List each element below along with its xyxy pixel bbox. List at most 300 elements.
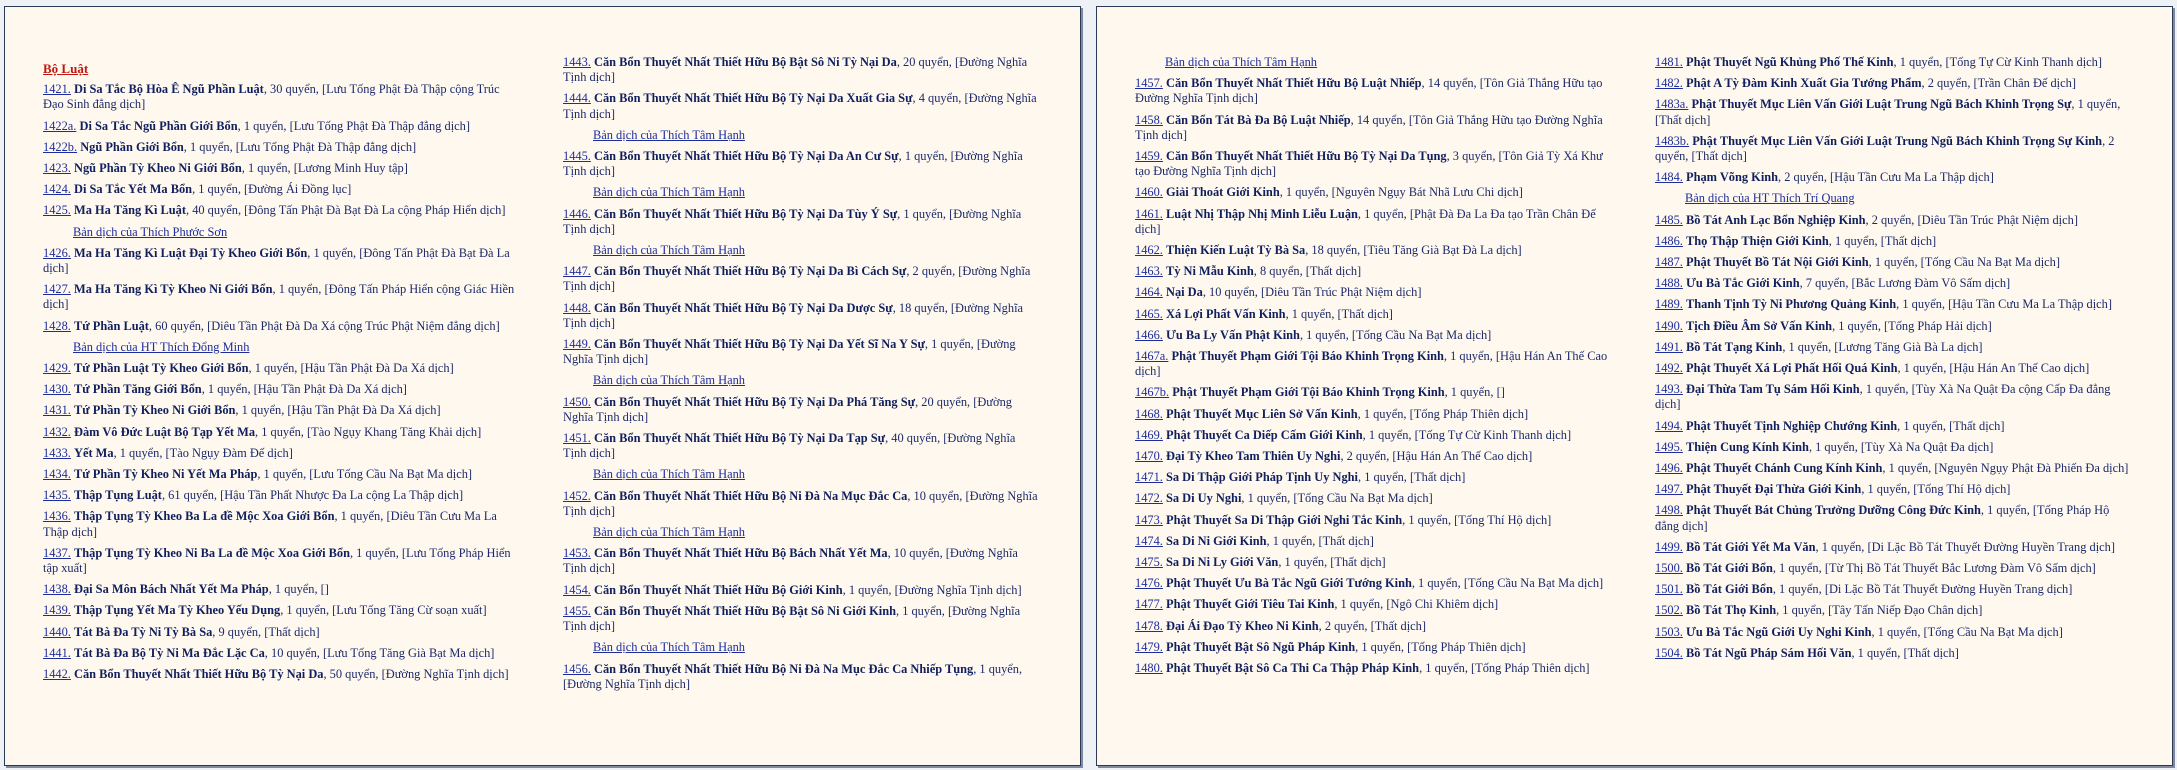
entry-number-link[interactable]: 1435. bbox=[43, 488, 71, 503]
entry-title: Bồ Tát Ngũ Pháp Sám Hối Văn bbox=[1686, 645, 1852, 660]
entry-title: Căn Bổn Thuyết Nhất Thiết Hữu Bộ Bật Sô Ni Giới Kinh bbox=[594, 603, 896, 618]
catalog-entry bbox=[43, 82, 518, 112]
text-column-left-1 bbox=[43, 55, 518, 688]
catalog-entry bbox=[1135, 385, 1610, 400]
entry-title: Phật Thuyết Chánh Cung Kính Kinh bbox=[1686, 461, 1883, 476]
translation-link[interactable]: Bản dịch của HT Thích Trí Quang bbox=[1685, 191, 1855, 206]
entry-details: , 1 quyển, [Di Lặc Bồ Tát Thuyết Đường Huyền Trang dịch] bbox=[1772, 582, 2073, 597]
entry-details: , 1 quyển, [Lưu Tống Pháp Hiển tập xuất] bbox=[43, 545, 511, 576]
entry-number-link[interactable]: 1424. bbox=[43, 182, 71, 197]
entry-number-link[interactable]: 1439. bbox=[43, 603, 71, 618]
entry-number-link[interactable]: 1458. bbox=[1135, 112, 1163, 127]
entry-number-link[interactable]: 1447. bbox=[563, 264, 591, 279]
entry-details: , 1 quyển, [Tống Pháp Thiên dịch] bbox=[1419, 661, 1590, 676]
entry-number-link[interactable]: 1467a. bbox=[1135, 349, 1169, 364]
catalog-entry bbox=[1135, 428, 1610, 443]
entry-details: , 1 quyển, [Đường Nghĩa Tịnh dịch] bbox=[563, 337, 1016, 367]
entry-number-link[interactable]: 1470. bbox=[1135, 449, 1163, 464]
entry-title: Thập Tụng Tỳ Kheo Ba La đề Mộc Xoa Giới Bổn bbox=[74, 509, 335, 524]
entry-number-link[interactable]: 1431. bbox=[43, 403, 71, 418]
entry-details: , 1 quyển, [Phật Đà Đa La Đa tạo Trần Chân Đế dịch] bbox=[1135, 206, 1596, 236]
catalog-entry bbox=[1135, 285, 1610, 300]
catalog-entry bbox=[43, 646, 518, 661]
entry-title: Ngũ Phần Giới Bổn bbox=[80, 139, 184, 154]
catalog-entry bbox=[43, 246, 518, 276]
catalog-entry bbox=[43, 403, 518, 418]
entry-number-link[interactable]: 1485. bbox=[1655, 212, 1683, 227]
catalog-entry bbox=[1655, 170, 2130, 185]
entry-number-link[interactable]: 1436. bbox=[43, 509, 71, 524]
entry-number-link[interactable]: 1494. bbox=[1655, 418, 1683, 433]
entry-title: Phạm Võng Kinh bbox=[1686, 170, 1779, 185]
entry-title: Bồ Tát Anh Lạc Bổn Nghiệp Kinh bbox=[1686, 212, 1866, 227]
entry-number-link[interactable]: 1486. bbox=[1655, 233, 1683, 248]
entry-title: Căn Bổn Thuyết Nhất Thiết Hữu Bộ Giới Kinh bbox=[594, 582, 843, 597]
entry-details: , 1 quyển, [] bbox=[1444, 385, 1505, 400]
entry-details: , 1 quyển, [Thất dịch] bbox=[1285, 306, 1393, 321]
entry-details: , 14 quyển, [Tôn Giả Thắng Hữu tạo Đường Nghĩa Tịnh dịch] bbox=[1135, 112, 1603, 142]
entry-number-link[interactable]: 1484. bbox=[1655, 170, 1683, 185]
entry-details: , 10 quyển, [Đường Nghĩa Tịnh dịch] bbox=[563, 488, 1038, 518]
entry-title: Phật Thuyết Bồ Tát Nội Giới Kinh bbox=[1686, 255, 1869, 270]
entry-title: Phật Thuyết Ca Diếp Cấm Giới Kinh bbox=[1166, 427, 1363, 442]
entry-title: Ưu Ba Ly Vấn Phật Kinh bbox=[1166, 327, 1300, 342]
catalog-entry bbox=[563, 546, 1038, 576]
entry-number-link[interactable]: 1467b. bbox=[1135, 385, 1170, 400]
catalog-entry bbox=[1135, 185, 1610, 200]
entry-title: Thập Tụng Yết Ma Tỳ Kheo Yếu Dụng bbox=[74, 603, 281, 618]
entry-title: Sa Di Ni Giới Kinh bbox=[1166, 533, 1267, 548]
entry-title: Căn Bổn Thuyết Nhất Thiết Hữu Bộ Ni Đà Na Mục Đắc Ca Nhiếp Tụng bbox=[594, 661, 974, 676]
catalog-entry bbox=[1135, 407, 1610, 422]
entry-details: , 2 quyển, [Thất dịch] bbox=[1655, 133, 2115, 164]
entry-details: , 50 quyển, [Đường Nghĩa Tịnh dịch] bbox=[323, 667, 509, 682]
catalog-entry bbox=[43, 361, 518, 376]
entry-number-link[interactable]: 1504. bbox=[1655, 645, 1683, 660]
entry-title: Ma Ha Tăng Kì Luật Đại Tỳ Kheo Giới Bổn bbox=[74, 245, 308, 260]
entry-number-link[interactable]: 1445. bbox=[563, 149, 591, 164]
entry-details: , 1 quyển, [Tống Cầu Na Bạt Ma dịch] bbox=[1241, 491, 1433, 506]
entry-number-link[interactable]: 1438. bbox=[43, 582, 71, 597]
entry-number-link[interactable]: 1434. bbox=[43, 467, 71, 482]
entry-number-link[interactable]: 1491. bbox=[1655, 339, 1683, 354]
translation-link[interactable]: Bản dịch của Thích Tâm Hạnh bbox=[593, 525, 745, 540]
catalog-entry bbox=[1135, 207, 1610, 237]
catalog-entry bbox=[1135, 661, 1610, 676]
entry-number-link[interactable]: 1492. bbox=[1655, 361, 1683, 376]
entry-details: , 3 quyển, [Tôn Giả Tỳ Xá Khư tạo Đường Nghĩa Tịnh dịch] bbox=[1135, 149, 1603, 179]
catalog-entry bbox=[1655, 419, 2130, 434]
catalog-entry bbox=[43, 509, 518, 539]
catalog-entry bbox=[1135, 534, 1610, 549]
entry-details: , 1 quyển, [Tây Tấn Niếp Đạo Chân dịch] bbox=[1776, 603, 1983, 618]
translation-link[interactable]: Bản dịch của Thích Phước Sơn bbox=[73, 224, 228, 239]
entry-number-link[interactable]: 1500. bbox=[1655, 561, 1683, 576]
entry-number-link[interactable]: 1443. bbox=[563, 55, 591, 69]
entry-number-link[interactable]: 1449. bbox=[563, 337, 591, 352]
entry-number-link[interactable]: 1464. bbox=[1135, 285, 1163, 300]
catalog-entry bbox=[1655, 297, 2130, 312]
entry-title: Căn Bổn Tát Bà Đa Bộ Luật Nhiếp bbox=[1166, 112, 1351, 127]
entry-details: , 10 quyển, [Đường Nghĩa Tịnh dịch] bbox=[563, 546, 1018, 576]
entry-number-link[interactable]: 1427. bbox=[43, 282, 71, 297]
document-page-right bbox=[1096, 6, 2173, 766]
translation-link[interactable]: Bản dịch của Thích Tâm Hạnh bbox=[593, 467, 745, 482]
entry-details: , 2 quyển, [Thất dịch] bbox=[1318, 618, 1426, 633]
entry-number-link[interactable]: 1483a. bbox=[1655, 97, 1689, 112]
entry-title: Tứ Phần Luật bbox=[74, 318, 149, 333]
catalog-entry bbox=[1135, 491, 1610, 506]
catalog-entry bbox=[1655, 440, 2130, 455]
entry-number-link[interactable]: 1448. bbox=[563, 300, 591, 315]
entry-number-link[interactable]: 1451. bbox=[563, 431, 591, 446]
entry-title: Giải Thoát Giới Kinh bbox=[1166, 185, 1280, 200]
entry-title: Phật Thuyết Bát Chủng Trưởng Dưỡng Công Đức Kinh bbox=[1686, 503, 1981, 518]
text-column-left-2 bbox=[563, 55, 1038, 698]
entry-title: Phật Thuyết Sa Di Thập Giới Nghi Tắc Kinh bbox=[1166, 512, 1403, 527]
entry-title: Tịch Điều Âm Sở Vấn Kinh bbox=[1686, 318, 1833, 333]
entry-number-link[interactable]: 1477. bbox=[1135, 597, 1163, 612]
entry-title: Căn Bổn Thuyết Nhất Thiết Hữu Bộ Bách Nhất Yết Ma bbox=[594, 546, 888, 561]
entry-number-link[interactable]: 1444. bbox=[563, 91, 591, 106]
catalog-entry bbox=[43, 446, 518, 461]
catalog-entry bbox=[1135, 640, 1610, 655]
entry-details: , 1 quyển, [Thất dịch] bbox=[1828, 233, 1937, 248]
entry-number-link[interactable]: 1462. bbox=[1135, 243, 1163, 258]
entry-number-link[interactable]: 1423. bbox=[43, 161, 71, 176]
entry-number-link[interactable]: 1478. bbox=[1135, 618, 1163, 633]
entry-title: Bồ Tát Giới Yết Ma Văn bbox=[1686, 539, 1816, 554]
entry-number-link[interactable]: 1480. bbox=[1135, 661, 1163, 676]
entry-details: , 1 quyển, [Tào Ngụy Khang Tăng Khải dịch] bbox=[255, 424, 482, 439]
entry-title: Ưu Bà Tắc Giới Kinh bbox=[1686, 276, 1800, 291]
catalog-entry bbox=[1655, 361, 2130, 376]
entry-details: , 1 quyển, [Tống Tự Cừ Kinh Thanh dịch] bbox=[1362, 427, 1572, 442]
entry-details: , 1 quyển, [Tào Ngụy Đàm Đế dịch] bbox=[113, 445, 293, 460]
catalog-entry bbox=[43, 161, 518, 176]
text-column-right-1 bbox=[1135, 55, 1610, 682]
entry-title: Di Sa Tắc Ngũ Phần Giới Bổn bbox=[79, 118, 238, 133]
entry-title: Thiện Cung Kính Kinh bbox=[1686, 439, 1809, 454]
entry-title: Ngũ Phần Tỳ Kheo Ni Giới Bổn bbox=[74, 161, 242, 176]
catalog-entry bbox=[43, 425, 518, 440]
entry-details: , 1 quyển, [Tống Pháp Thiên dịch] bbox=[1355, 639, 1526, 654]
catalog-entry bbox=[43, 203, 518, 218]
catalog-entry bbox=[563, 207, 1038, 237]
entry-details: , 1 quyển, [Hậu Hán An Thế Cao dịch] bbox=[1897, 361, 2090, 376]
catalog-entry bbox=[1655, 55, 2130, 70]
entry-details: , 1 quyển, [Thất dịch] bbox=[1851, 645, 1959, 660]
entry-details: , 10 quyển, [Lưu Tống Tăng Già Bạt Ma dịch] bbox=[264, 645, 495, 660]
catalog-entry bbox=[1655, 340, 2130, 355]
entry-number-link[interactable]: 1493. bbox=[1655, 382, 1683, 397]
entry-number-link[interactable]: 1488. bbox=[1655, 276, 1683, 291]
entry-title: Phật Thuyết Tịnh Nghiệp Chướng Kinh bbox=[1686, 418, 1898, 433]
entry-details: , 1 quyển, [Tống Cầu Na Bạt Ma dịch] bbox=[1871, 624, 2063, 639]
entry-title: Thanh Tịnh Tỳ Ni Phương Quảng Kinh bbox=[1686, 297, 1897, 312]
catalog-entry bbox=[1655, 97, 2130, 127]
catalog-entry bbox=[1655, 255, 2130, 270]
entry-number-link[interactable]: 1472. bbox=[1135, 491, 1163, 506]
entry-details: , 1 quyển, [Tống Cầu Na Bạt Ma dịch] bbox=[1868, 255, 2060, 270]
entry-number-link[interactable]: 1429. bbox=[43, 361, 71, 376]
entry-details: , 14 quyển, [Tôn Giả Thắng Hữu tạo Đường Nghĩa Tịnh dịch] bbox=[1135, 76, 1603, 106]
entry-details: , 1 quyển, [Tống Cầu Na Bạt Ma dịch] bbox=[1299, 327, 1492, 342]
catalog-entry bbox=[43, 382, 518, 397]
entry-number-link[interactable]: 1425. bbox=[43, 203, 71, 218]
entry-details: , 1 quyển, [Lương Minh Huy tập] bbox=[241, 161, 408, 176]
entry-title: Luật Nhị Thập Nhị Minh Liễu Luận bbox=[1166, 206, 1358, 221]
entry-number-link[interactable]: 1498. bbox=[1655, 503, 1683, 518]
entry-number-link[interactable]: 1452. bbox=[563, 488, 591, 503]
entry-title: Di Sa Tắc Yết Ma Bổn bbox=[74, 182, 193, 197]
catalog-entry bbox=[43, 582, 518, 597]
entry-title: Căn Bổn Thuyết Nhất Thiết Hữu Bộ Ni Đà Na Mục Đắc Ca bbox=[594, 488, 908, 503]
entry-number-link[interactable]: 1473. bbox=[1135, 512, 1163, 527]
entry-details: , 1 quyển, [Diêu Tần Cưu Ma La Thập dịch] bbox=[43, 509, 497, 539]
entry-details: , 1 quyển, [Tống Cầu Na Bạt Ma dịch] bbox=[1411, 576, 1604, 591]
catalog-entry bbox=[1655, 503, 2130, 533]
entry-number-link[interactable]: 1487. bbox=[1655, 255, 1683, 270]
entry-number-link[interactable]: 1428. bbox=[43, 318, 71, 333]
entry-details: , 2 quyển, [Diêu Tần Trúc Phật Niệm dịch] bbox=[1865, 212, 2078, 227]
entry-details: , 61 quyển, [Hậu Tần Phất Nhược Đa La cộng La Thập dịch] bbox=[161, 488, 464, 503]
catalog-entry bbox=[1135, 243, 1610, 258]
entry-number-link[interactable]: 1496. bbox=[1655, 461, 1683, 476]
entry-details: , 2 quyển, [Hậu Hán An Thế Cao dịch] bbox=[1340, 449, 1533, 464]
entry-number-link[interactable]: 1455. bbox=[563, 603, 591, 618]
catalog-entry bbox=[1655, 319, 2130, 334]
entry-details: , 1 quyển, [Tống Pháp Thiên dịch] bbox=[1357, 406, 1529, 421]
translation-link[interactable]: Bản dịch của Thích Tâm Hạnh bbox=[593, 127, 745, 142]
entry-title: Phật Thuyết Xá Lợi Phất Hối Quá Kinh bbox=[1686, 361, 1898, 376]
entry-title: Phật Thuyết Phạm Giới Tội Báo Khinh Trọng Kinh bbox=[1171, 349, 1444, 364]
entry-number-link[interactable]: 1502. bbox=[1655, 603, 1683, 618]
catalog-entry bbox=[1655, 540, 2130, 555]
translation-link[interactable]: Bản dịch của Thích Tâm Hạnh bbox=[593, 243, 745, 258]
entry-number-link[interactable]: 1469. bbox=[1135, 427, 1163, 442]
entry-details: , 30 quyển, [Lưu Tống Phật Đà Thập cộng Trúc Đạo Sinh đẳng dịch] bbox=[43, 82, 500, 112]
entry-number-link[interactable]: 1421. bbox=[43, 82, 71, 97]
entry-details: , 1 quyển, [Hậu Tần Phật Đà Da Xá dịch] bbox=[235, 403, 441, 418]
catalog-entry bbox=[1655, 625, 2130, 640]
entry-number-link[interactable]: 1463. bbox=[1135, 264, 1163, 279]
entry-title: Bồ Tát Giới Bổn bbox=[1686, 561, 1773, 576]
entry-details: , 1 quyển, [Hậu Tần Phật Đà Da Xá dịch] bbox=[201, 382, 407, 397]
entry-details: , 60 quyển, [Diêu Tần Phật Đà Da Xá cộng Trúc Phật Niệm đẳng dịch] bbox=[148, 318, 500, 333]
entry-details: , 10 quyển, [Diêu Tần Trúc Phật Niệm dịch] bbox=[1202, 285, 1422, 300]
catalog-entry bbox=[1655, 213, 2130, 228]
catalog-entry bbox=[1135, 76, 1610, 106]
entry-title: Căn Bổn Thuyết Nhất Thiết Hữu Bộ Tỳ Nại Da Tạp Sự bbox=[594, 431, 886, 446]
entry-details: , 8 quyển, [Thất dịch] bbox=[1253, 264, 1362, 279]
translation-link[interactable]: Bản dịch của HT Thích Đổng Minh bbox=[73, 339, 250, 354]
entry-title: Tứ Phần Tỳ Kheo Ni Yết Ma Pháp bbox=[74, 467, 258, 482]
entry-number-link[interactable]: 1483b. bbox=[1655, 133, 1690, 148]
entry-number-link[interactable]: 1503. bbox=[1655, 624, 1683, 639]
catalog-entry bbox=[1655, 276, 2130, 291]
document-page-left bbox=[4, 6, 1081, 766]
entry-details: , 1 quyển, [Đường Ái Đồng lục] bbox=[192, 182, 352, 197]
entry-details: , 40 quyển, [Đường Nghĩa Tịnh dịch] bbox=[563, 431, 1016, 461]
entry-details: , 1 quyển, [Lương Tăng Già Bà La dịch] bbox=[1782, 339, 1983, 354]
entry-number-link[interactable]: 1459. bbox=[1135, 149, 1163, 164]
catalog-entry bbox=[1135, 470, 1610, 485]
entry-title: Tứ Phần Luật Tỳ Kheo Giới Bổn bbox=[74, 361, 249, 376]
catalog-entry bbox=[563, 91, 1038, 121]
entry-details: , 1 quyển, [Lưu Tống Tăng Cừ soạn xuất] bbox=[280, 603, 487, 618]
entry-details: , 1 quyển, [Hậu Tần Cưu Ma La Thập dịch] bbox=[1896, 297, 2112, 312]
entry-details: , 20 quyển, [Đường Nghĩa Tịnh dịch] bbox=[563, 394, 1012, 424]
entry-details: , 1 quyển, [Tống Pháp Hải dịch] bbox=[1832, 318, 1992, 333]
entry-number-link[interactable]: 1437. bbox=[43, 545, 71, 560]
catalog-entry bbox=[1655, 482, 2130, 497]
entry-number-link[interactable]: 1441. bbox=[43, 645, 71, 660]
entry-number-link[interactable]: 1446. bbox=[563, 206, 591, 221]
entry-details: , 1 quyển, [Thất dịch] bbox=[1266, 533, 1374, 548]
entry-number-link[interactable]: 1465. bbox=[1135, 306, 1163, 321]
catalog-entry bbox=[1655, 603, 2130, 618]
entry-number-link[interactable]: 1468. bbox=[1135, 406, 1163, 421]
entry-number-link[interactable]: 1426. bbox=[43, 245, 71, 260]
entry-details: , 1 quyển, [Nguyên Ngụy Phật Đà Phiến Đa dịch] bbox=[1882, 461, 2129, 476]
catalog-entry bbox=[1135, 264, 1610, 279]
entry-number-link[interactable]: 1457. bbox=[1135, 76, 1163, 91]
entry-number-link[interactable]: 1461. bbox=[1135, 206, 1163, 221]
catalog-entry bbox=[563, 604, 1038, 634]
text-column-right-2 bbox=[1655, 55, 2130, 667]
entry-number-link[interactable]: 1460. bbox=[1135, 185, 1163, 200]
entry-number-link[interactable]: 1440. bbox=[43, 624, 71, 639]
entry-title: Căn Bổn Thuyết Nhất Thiết Hữu Bộ Tỳ Nại Da Phá Tăng Sự bbox=[594, 394, 916, 409]
catalog-entry bbox=[563, 395, 1038, 425]
entry-details: , 1 quyển, [Tùy Xà Na Quật Đa dịch] bbox=[1808, 439, 1994, 454]
entry-title: Tỳ Ni Mẫu Kinh bbox=[1166, 264, 1254, 279]
entry-details: , 18 quyển, [Đường Nghĩa Tịnh dịch] bbox=[563, 300, 1024, 330]
entry-title: Phật Thuyết Ưu Bà Tắc Ngũ Giới Tướng Kinh bbox=[1166, 576, 1412, 591]
entry-title: Bồ Tát Tạng Kinh bbox=[1686, 339, 1783, 354]
entry-number-link[interactable]: 1433. bbox=[43, 445, 71, 460]
entry-details: , 1 quyển, [Đường Nghĩa Tịnh dịch] bbox=[563, 661, 1023, 691]
entry-number-link[interactable]: 1482. bbox=[1655, 76, 1683, 91]
entry-number-link[interactable]: 1450. bbox=[563, 394, 591, 409]
entry-title: Căn Bổn Thuyết Nhất Thiết Hữu Bộ Bật Sô Ni Tỳ Nại Da bbox=[594, 55, 897, 69]
entry-number-link[interactable]: 1497. bbox=[1655, 482, 1683, 497]
catalog-entry bbox=[1135, 328, 1610, 343]
entry-details: , 1 quyển, [Tống Tự Cừ Kinh Thanh dịch] bbox=[1893, 55, 2102, 69]
entry-details: , 1 quyển, [] bbox=[268, 582, 329, 597]
entry-title: Ưu Bà Tắc Ngũ Giới Uy Nghi Kinh bbox=[1686, 624, 1872, 639]
entry-title: Phật Thuyết Ngũ Khủng Phố Thế Kinh bbox=[1686, 55, 1894, 69]
entry-number-link[interactable]: 1479. bbox=[1135, 639, 1163, 654]
entry-number-link[interactable]: 1456. bbox=[563, 661, 591, 676]
entry-number-link[interactable]: 1495. bbox=[1655, 439, 1683, 454]
catalog-entry bbox=[43, 182, 518, 197]
entry-title: Đại Ái Đạo Tỳ Kheo Ni Kinh bbox=[1166, 618, 1319, 633]
entry-number-link[interactable]: 1454. bbox=[563, 582, 591, 597]
entry-title: Bồ Tát Thọ Kinh bbox=[1686, 603, 1777, 618]
translation-link[interactable]: Bản dịch của Thích Tâm Hạnh bbox=[593, 185, 745, 200]
entry-details: , 1 quyển, [Hậu Hán An Thế Cao dịch] bbox=[1135, 349, 1608, 379]
entry-title: Phật Thuyết Mục Liên Sở Vấn Kinh bbox=[1166, 406, 1358, 421]
catalog-entry bbox=[43, 625, 518, 640]
translation-link[interactable]: Bản dịch của Thích Tâm Hạnh bbox=[593, 373, 745, 388]
entry-title: Sa Di Ni Ly Giới Văn bbox=[1166, 555, 1279, 570]
catalog-entry bbox=[1655, 134, 2130, 164]
entry-title: Ma Ha Tăng Kì Luật bbox=[74, 203, 186, 218]
entry-details: , 1 quyển, [Lưu Tống Phật Đà Thập đẳng dịch] bbox=[237, 118, 470, 133]
entry-title: Ma Ha Tăng Kì Tỳ Kheo Ni Giới Bổn bbox=[74, 282, 273, 297]
entry-number-link[interactable]: 1466. bbox=[1135, 327, 1163, 342]
entry-details: , 1 quyển, [Tống Pháp Hộ đẳng dịch] bbox=[1655, 503, 2110, 533]
catalog-entry bbox=[1135, 555, 1610, 570]
entry-number-link[interactable]: 1430. bbox=[43, 382, 71, 397]
translation-link[interactable]: Bản dịch của Thích Tâm Hạnh bbox=[593, 640, 745, 655]
entry-number-link[interactable]: 1432. bbox=[43, 424, 71, 439]
entry-number-link[interactable]: 1474. bbox=[1135, 533, 1163, 548]
entry-details: , 1 quyển, [Thất dịch] bbox=[1278, 555, 1386, 570]
entry-title: Căn Bổn Thuyết Nhất Thiết Hữu Bộ Tỳ Nại Da Tụng bbox=[1166, 149, 1447, 164]
entry-number-link[interactable]: 1475. bbox=[1135, 555, 1163, 570]
entry-details: , 1 quyển, [Đường Nghĩa Tịnh dịch] bbox=[563, 603, 1021, 634]
catalog-entry bbox=[43, 140, 518, 155]
catalog-entry bbox=[43, 546, 518, 576]
entry-details: , 1 quyển, [Từ Thị Bồ Tát Thuyết Bắc Lương Đàm Vô Sấm dịch] bbox=[1772, 561, 2096, 576]
catalog-entry bbox=[563, 149, 1038, 179]
entry-title: Tát Bà Đa Tỳ Ni Tỳ Bà Sa bbox=[74, 624, 213, 639]
entry-details: , 1 quyển, [Tống Thí Hộ dịch] bbox=[1861, 482, 2011, 497]
catalog-entry bbox=[563, 489, 1038, 519]
entry-title: Căn Bổn Thuyết Nhất Thiết Hữu Bộ Tỳ Nại Da bbox=[74, 667, 324, 682]
entry-details: , 1 quyển, [Đông Tấn Phật Đà Bạt Đà La dịch] bbox=[43, 245, 510, 276]
entry-number-link[interactable]: 1481. bbox=[1655, 55, 1683, 69]
catalog-entry bbox=[43, 467, 518, 482]
entry-number-link[interactable]: 1489. bbox=[1655, 297, 1683, 312]
catalog-entry bbox=[1655, 561, 2130, 576]
translation-link[interactable]: Bản dịch của Thích Tâm Hạnh bbox=[1165, 55, 1317, 69]
entry-number-link[interactable]: 1490. bbox=[1655, 318, 1683, 333]
entry-title: Căn Bổn Thuyết Nhất Thiết Hữu Bộ Tỳ Nại Da Bì Cách Sự bbox=[594, 264, 907, 279]
entry-title: Thọ Thập Thiện Giới Kinh bbox=[1686, 233, 1829, 248]
entry-details: , 9 quyển, [Thất dịch] bbox=[212, 624, 320, 639]
entry-number-link[interactable]: 1499. bbox=[1655, 539, 1683, 554]
entry-number-link[interactable]: 1501. bbox=[1655, 582, 1683, 597]
catalog-entry bbox=[563, 583, 1038, 598]
catalog-entry bbox=[563, 662, 1038, 692]
entry-details: , 2 quyển, [Đường Nghĩa Tịnh dịch] bbox=[563, 264, 1031, 294]
entry-details: , 40 quyển, [Đông Tấn Phật Đà Bạt Đà La cộng Pháp Hiển dịch] bbox=[186, 203, 506, 218]
catalog-entry bbox=[1135, 576, 1610, 591]
entry-title: Thiện Kiến Luật Tỳ Bà Sa bbox=[1166, 243, 1306, 258]
catalog-entry bbox=[1135, 349, 1610, 379]
catalog-entry bbox=[563, 431, 1038, 461]
entry-details: , 1 quyển, [Đường Nghĩa Tịnh dịch] bbox=[563, 149, 1023, 179]
entry-number-link[interactable]: 1422b. bbox=[43, 139, 78, 154]
entry-number-link[interactable]: 1476. bbox=[1135, 576, 1163, 591]
entry-details: , 1 quyển, [Nguyên Ngụy Bát Nhã Lưu Chi dịch] bbox=[1279, 185, 1523, 200]
entry-number-link[interactable]: 1453. bbox=[563, 546, 591, 561]
entry-number-link[interactable]: 1442. bbox=[43, 667, 71, 682]
entry-title: Phật Thuyết Mục Liên Vấn Giới Luật Trung Ngũ Bách Khinh Trọng Sự bbox=[1691, 97, 2072, 112]
entry-details: , 1 quyển, [Thất dịch] bbox=[1358, 470, 1466, 485]
entry-title: Xá Lợi Phất Vấn Kinh bbox=[1166, 306, 1286, 321]
entry-title: Đại Tỳ Kheo Tam Thiên Uy Nghi bbox=[1166, 449, 1341, 464]
catalog-entry bbox=[43, 603, 518, 618]
entry-number-link[interactable]: 1471. bbox=[1135, 470, 1163, 485]
entry-title: Tát Bà Đa Bộ Tỳ Ni Ma Đắc Lặc Ca bbox=[74, 645, 265, 660]
catalog-entry bbox=[1655, 234, 2130, 249]
entry-number-link[interactable]: 1422a. bbox=[43, 118, 77, 133]
